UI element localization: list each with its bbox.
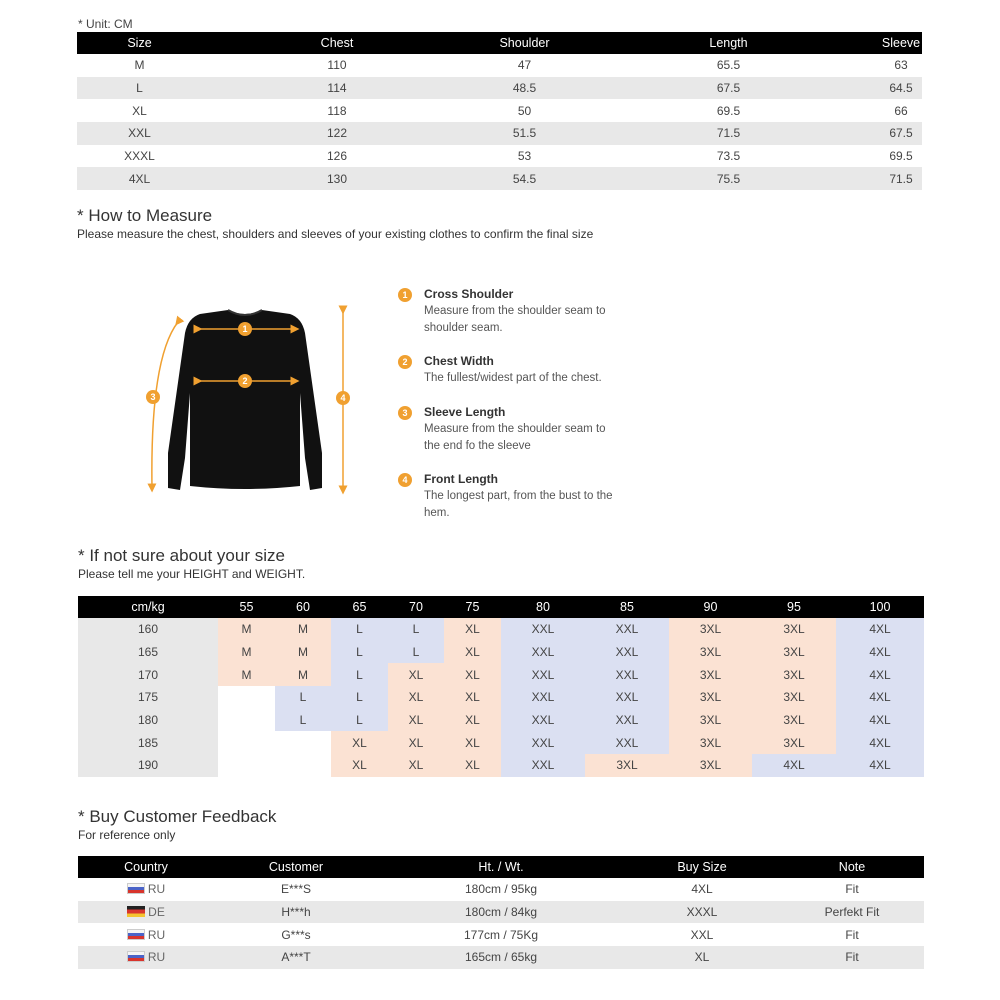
note-cell: Fit (780, 946, 924, 969)
legend-description: Measure from the shoulder seam to the end fo the sleeve (424, 423, 606, 452)
table-cell: 67.5 (880, 122, 922, 145)
table-cell: 110 (327, 58, 347, 73)
weight-header: 75 (444, 596, 501, 618)
note-cell: Fit (845, 927, 859, 942)
size-cell: XXL (585, 709, 669, 732)
size-cell: 4XL (691, 882, 713, 897)
country-cell (78, 923, 214, 946)
legend-item-cross-shoulder (398, 288, 638, 338)
column-header: Note (780, 856, 924, 878)
sweater-illustration (140, 298, 360, 498)
size-cell: 4XL (836, 709, 924, 732)
legend-item-front-length (398, 473, 638, 523)
table-row (78, 641, 924, 664)
size-cell: XXL (585, 731, 669, 754)
size-cell: M (275, 618, 331, 641)
size-cell: XXL (585, 663, 669, 686)
size-cell (275, 754, 331, 777)
size-cell: L (275, 686, 331, 709)
table-row (77, 122, 922, 145)
size-cell: XXL (585, 686, 669, 709)
size-cell: XXL (690, 927, 714, 942)
table-row (78, 663, 924, 686)
column-header: Size (77, 32, 202, 54)
height-cell: 190 (78, 754, 218, 777)
legend-number: 3 (398, 406, 412, 420)
size-cell: L (388, 618, 444, 641)
table-cell: 67.5 (577, 77, 880, 100)
table-cell: 69.5 (889, 149, 913, 164)
table-cell: 126 (326, 149, 348, 164)
column-header: Shoulder (472, 32, 577, 54)
height-cell: 175 (78, 686, 218, 709)
size-cell: XXXL (624, 901, 780, 924)
size-cell: 4XL (836, 641, 924, 664)
table-row (77, 99, 922, 122)
country-cell (78, 946, 214, 969)
size-cell: 3XL (585, 754, 669, 777)
column-header: Country (78, 856, 214, 878)
marker-3-label: 3 (150, 392, 156, 402)
note-cell: Fit (845, 882, 859, 897)
size-cell: L (331, 709, 388, 732)
germany-flag-icon (127, 906, 145, 917)
table-row (78, 901, 924, 924)
table-cell: 73.5 (716, 149, 741, 164)
size-cell: 4XL (836, 686, 924, 709)
table-row (78, 878, 924, 901)
weight-header: 85 (585, 596, 669, 618)
legend-title: Sleeve Length (424, 405, 506, 419)
size-cell: L (331, 618, 388, 641)
size-cell (218, 754, 275, 777)
height-cell: 170 (78, 663, 218, 686)
height-cell: 160 (78, 618, 218, 641)
table-cell: 66 (894, 103, 908, 118)
size-cell: 3XL (752, 663, 836, 686)
size-cell: XL (388, 709, 444, 732)
table-cell: 48.5 (472, 77, 577, 100)
size-cell: XXL (585, 641, 669, 664)
size-cell: XXL (501, 663, 585, 686)
legend-title: Front Length (424, 472, 498, 486)
table-row (78, 686, 924, 709)
size-cell: 3XL (669, 709, 752, 732)
table-cell: 118 (327, 103, 347, 118)
size-cell: 3XL (752, 731, 836, 754)
legend-title: Cross Shoulder (424, 287, 514, 301)
hw-subtitle: Please tell me your HEIGHT and WEIGHT. (78, 567, 306, 581)
table-cell: 4XL (77, 167, 202, 190)
russia-flag-icon (127, 951, 145, 962)
column-header: Buy Size (624, 856, 780, 878)
height-cell: 165 (78, 641, 218, 664)
russia-flag-icon (127, 883, 145, 894)
size-cell: XL (444, 686, 501, 709)
legend-item-chest-width (398, 355, 638, 395)
country-code: RU (147, 882, 166, 897)
column-header: Chest (202, 32, 472, 54)
column-header: Ht. / Wt. (378, 856, 624, 878)
size-cell: XL (444, 754, 501, 777)
table-cell: L (77, 77, 202, 100)
size-cell: M (218, 618, 275, 641)
size-cell: XXL (501, 641, 585, 664)
weight-header: 95 (752, 596, 836, 618)
size-cell: XL (331, 754, 388, 777)
column-header: Sleeve (880, 32, 922, 54)
table-row (78, 731, 924, 754)
russia-flag-icon (127, 929, 145, 940)
size-cell: 3XL (669, 754, 752, 777)
size-cell: XL (388, 754, 444, 777)
hw-title: * If not sure about your size (78, 546, 285, 565)
size-cell: 3XL (669, 641, 752, 664)
size-cell: XL (624, 946, 780, 969)
marker-1-label: 1 (242, 324, 248, 334)
feedback-title: * Buy Customer Feedback (78, 807, 277, 826)
table-cell: 122 (202, 122, 472, 145)
size-cell: 3XL (752, 709, 836, 732)
size-cell: XL (444, 618, 501, 641)
table-cell: XXL (77, 122, 202, 145)
size-chart-header (77, 32, 922, 54)
customer-cell: G***s (281, 927, 311, 942)
table-row (77, 54, 922, 77)
table-cell: 75.5 (577, 167, 880, 190)
weight-header: 70 (388, 596, 444, 618)
legend-description: The fullest/widest part of the chest. (424, 372, 602, 384)
country-code: RU (147, 927, 166, 942)
table-cell: 64.5 (880, 77, 922, 100)
legend-item-sleeve-length (398, 406, 638, 456)
size-cell: 3XL (669, 618, 752, 641)
size-cell (275, 731, 331, 754)
unit-note: * Unit: CM (78, 17, 133, 31)
size-cell: L (388, 641, 444, 664)
weight-header: 60 (275, 596, 331, 618)
size-cell: M (218, 641, 275, 664)
htwt-cell: 165cm / 65kg (378, 946, 624, 969)
table-cell: 63 (894, 58, 908, 73)
size-cell: XL (444, 663, 501, 686)
country-code: DE (148, 905, 165, 920)
size-cell: 3XL (752, 641, 836, 664)
height-cell: 185 (78, 731, 218, 754)
size-cell: M (275, 663, 331, 686)
table-cell: 51.5 (472, 122, 577, 145)
size-cell: 4XL (752, 754, 836, 777)
size-cell: XXL (501, 709, 585, 732)
size-cell: L (331, 641, 388, 664)
size-cell: 4XL (836, 618, 924, 641)
size-cell: 4XL (836, 663, 924, 686)
size-cell (218, 686, 275, 709)
size-cell: 3XL (752, 618, 836, 641)
table-cell: 65.5 (716, 58, 741, 73)
weight-header: 100 (836, 596, 924, 618)
customer-cell: A***T (214, 946, 378, 969)
htwt-cell: 177cm / 75Kg (463, 927, 539, 942)
sweater-diagram (140, 298, 360, 498)
legend-title: Chest Width (424, 354, 494, 368)
table-cell: 69.5 (716, 103, 741, 118)
legend-description: The longest part, from the bust to the hem. (424, 490, 613, 519)
size-cell: M (275, 641, 331, 664)
size-cell: 3XL (752, 686, 836, 709)
table-row (78, 754, 924, 777)
weight-header: 65 (331, 596, 388, 618)
legend-number: 4 (398, 473, 412, 487)
table-cell: M (134, 58, 145, 73)
htwt-cell: 180cm / 95kg (464, 882, 538, 897)
table-cell: 53 (517, 149, 532, 164)
corner-header: cm/kg (78, 596, 218, 618)
country-cell (78, 901, 214, 924)
htwt-cell: 180cm / 84kg (378, 901, 624, 924)
size-cell: 3XL (669, 686, 752, 709)
size-cell: XL (444, 641, 501, 664)
size-cell (218, 731, 275, 754)
size-cell: 4XL (836, 754, 924, 777)
size-cell: XL (444, 731, 501, 754)
table-cell: 71.5 (880, 167, 922, 190)
table-row (77, 167, 922, 190)
size-cell: M (218, 663, 275, 686)
size-cell: XL (388, 686, 444, 709)
size-cell: XL (444, 709, 501, 732)
country-cell (78, 878, 214, 901)
size-cell: XL (331, 731, 388, 754)
size-cell: L (331, 686, 388, 709)
table-cell: 114 (202, 77, 472, 100)
column-header: Customer (214, 856, 378, 878)
legend-number: 1 (398, 288, 412, 302)
size-cell: 3XL (669, 663, 752, 686)
size-cell: XXL (585, 618, 669, 641)
table-row (78, 923, 924, 946)
measure-subtitle: Please measure the chest, shoulders and sleeves of your existing clothes to confirm the final size (77, 227, 594, 241)
size-cell: XXL (501, 731, 585, 754)
size-cell: L (275, 709, 331, 732)
size-cell: 3XL (669, 731, 752, 754)
customer-cell: E***S (280, 882, 312, 897)
table-cell: 47 (517, 58, 532, 73)
size-cell (218, 709, 275, 732)
size-cell: L (331, 663, 388, 686)
legend-number: 2 (398, 355, 412, 369)
legend-description: Measure from the shoulder seam to shoulder seam. (424, 305, 606, 334)
table-cell: XXXL (124, 149, 155, 164)
weight-header: 55 (218, 596, 275, 618)
column-header: Length (577, 32, 880, 54)
table-cell: 71.5 (577, 122, 880, 145)
size-cell: XL (388, 663, 444, 686)
note-cell: Perfekt Fit (780, 901, 924, 924)
table-row (78, 709, 924, 732)
size-cell: XXL (501, 618, 585, 641)
size-chart-table (77, 32, 922, 190)
size-cell: XL (388, 731, 444, 754)
marker-4-label: 4 (340, 393, 346, 403)
table-cell: 50 (517, 103, 532, 118)
size-cell: 4XL (836, 731, 924, 754)
height-weight-header (78, 596, 924, 618)
size-cell: XXL (501, 754, 585, 777)
table-cell: 54.5 (472, 167, 577, 190)
size-cell: XXL (501, 686, 585, 709)
measure-title: * How to Measure (77, 206, 213, 225)
feedback-header (78, 856, 924, 878)
weight-header: 80 (501, 596, 585, 618)
weight-header: 90 (669, 596, 752, 618)
height-weight-table (78, 596, 924, 777)
table-row (77, 145, 922, 168)
table-cell: 130 (202, 167, 472, 190)
feedback-subtitle: For reference only (78, 828, 176, 842)
table-cell: XL (132, 103, 147, 118)
table-row (78, 946, 924, 969)
country-code: RU (147, 950, 166, 965)
customer-cell: H***h (214, 901, 378, 924)
feedback-table (78, 856, 924, 969)
height-cell: 180 (78, 709, 218, 732)
table-row (77, 77, 922, 100)
marker-2-label: 2 (242, 376, 248, 386)
table-row (78, 618, 924, 641)
